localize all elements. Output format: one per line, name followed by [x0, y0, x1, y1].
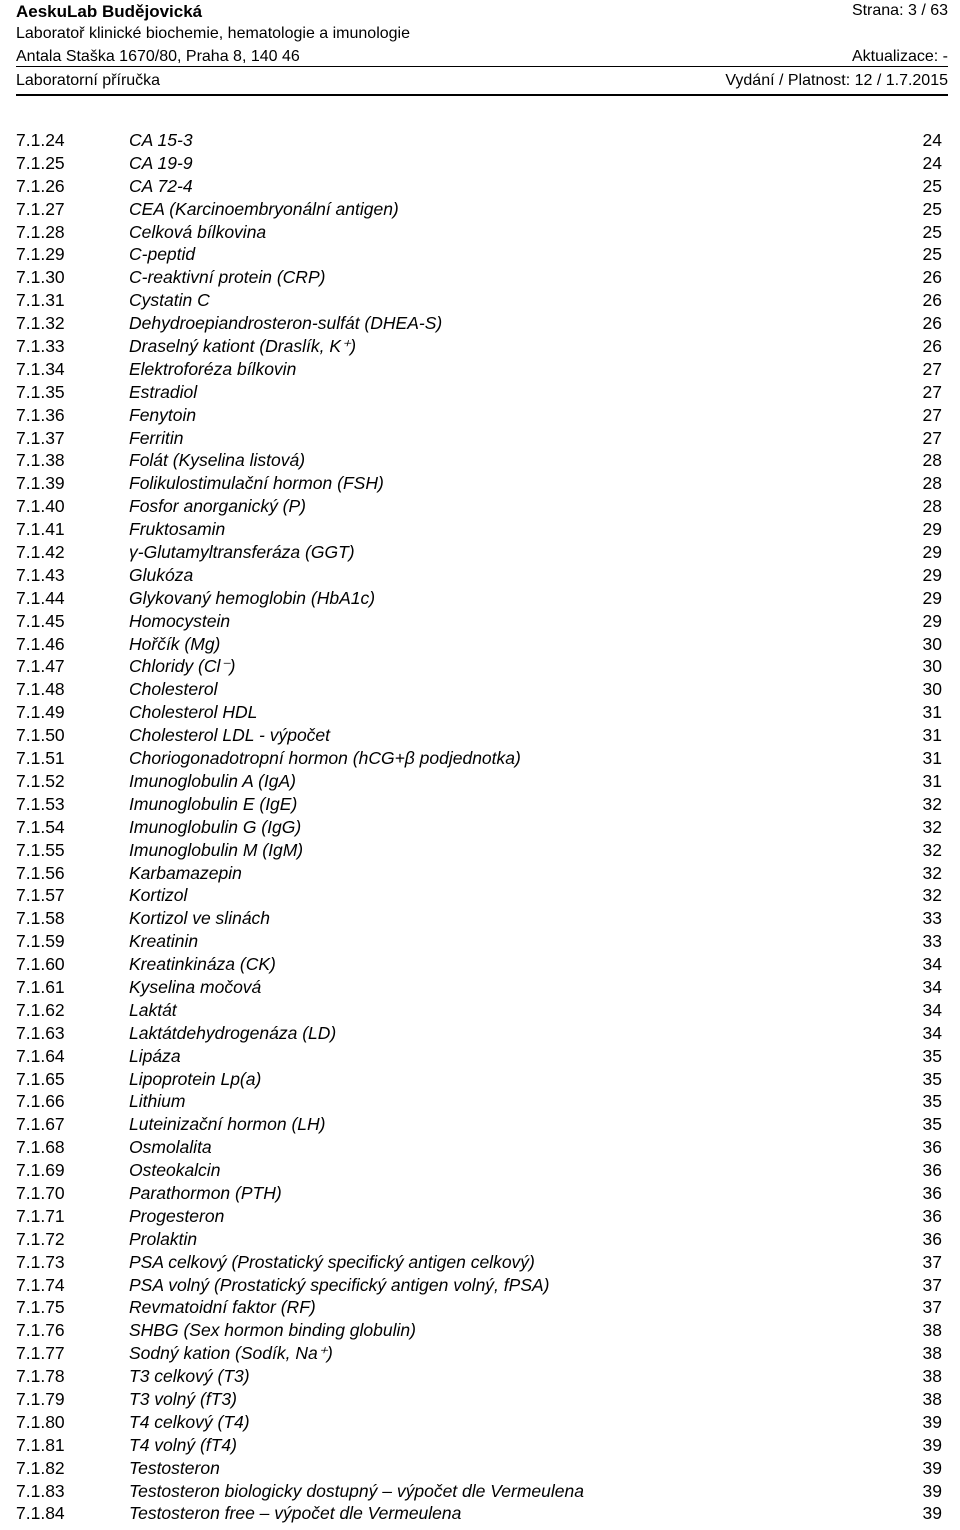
toc-entry-title: Dehydroepiandrosteron-sulfát (DHEA-S): [129, 313, 443, 334]
toc-entry-number: 7.1.84: [16, 1503, 65, 1524]
toc-entry-page: 34: [922, 976, 942, 997]
toc-entry-number: 7.1.61: [16, 976, 65, 997]
toc-entry-number: 7.1.63: [16, 1022, 65, 1043]
toc-entry-title: Imunoglobulin E (IgE): [129, 793, 298, 814]
toc-entry-number: 7.1.53: [16, 793, 65, 814]
toc-entry-number: 7.1.81: [16, 1434, 65, 1455]
toc-entry-page: 29: [922, 587, 942, 608]
toc-entry-title: T4 volný (fT4): [129, 1434, 237, 1455]
toc-entry-title: Chloridy (Cl⁻): [129, 656, 236, 677]
toc-entry-number: 7.1.40: [16, 496, 65, 517]
edition-info: Vydání / Platnost: 12 / 1.7.2015: [725, 72, 948, 89]
toc-entry-title: Progesteron: [129, 1205, 225, 1226]
toc-entry[interactable]: [16, 381, 942, 404]
toc-entry-page: 26: [922, 290, 942, 311]
toc-entry-page: 30: [922, 679, 942, 700]
toc-entry-title: C-peptid: [129, 244, 196, 265]
toc-entry-page: 35: [922, 1091, 942, 1112]
toc-entry-number: 7.1.44: [16, 587, 65, 608]
toc-entry-title: SHBG (Sex hormon binding globulin): [129, 1320, 416, 1341]
toc-entry[interactable]: [16, 1090, 942, 1113]
toc-entry-page: 34: [922, 999, 942, 1020]
document-title: Laboratorní příručka: [16, 72, 161, 89]
toc-entry-title: CA 19-9: [129, 152, 193, 173]
toc-entry-page: 27: [922, 404, 942, 425]
toc-entry-title: Laktát: [129, 999, 177, 1020]
toc-entry-title: Celková bílkovina: [129, 221, 267, 242]
toc-entry-number: 7.1.57: [16, 885, 65, 906]
toc-entry-number: 7.1.26: [16, 175, 65, 196]
toc-entry-title: Estradiol: [129, 381, 198, 402]
toc-entry-number: 7.1.54: [16, 816, 65, 837]
toc-entry-title: Glukóza: [129, 564, 194, 585]
toc-entry[interactable]: [16, 1296, 942, 1319]
toc-entry[interactable]: [16, 1068, 942, 1091]
toc-entry[interactable]: [16, 266, 942, 289]
toc-entry-page: 36: [922, 1160, 942, 1181]
toc-entry[interactable]: [16, 175, 942, 198]
toc-entry-number: 7.1.69: [16, 1160, 65, 1181]
toc-entry-page: 32: [922, 839, 942, 860]
toc-entry[interactable]: [16, 1022, 942, 1045]
toc-entry-page: 36: [922, 1182, 942, 1203]
toc-entry-title: PSA volný (Prostatický specifický antigen volný, fPSA): [129, 1274, 550, 1295]
toc-entry-number: 7.1.65: [16, 1068, 65, 1089]
toc-entry-number: 7.1.60: [16, 954, 65, 975]
toc-entry[interactable]: [16, 564, 942, 587]
toc-entry[interactable]: [16, 633, 942, 656]
toc-entry-number: 7.1.46: [16, 633, 65, 654]
toc-entry-title: Cystatin C: [129, 290, 210, 311]
toc-entry[interactable]: [16, 541, 942, 564]
toc-entry[interactable]: [16, 655, 942, 678]
toc-entry-number: 7.1.73: [16, 1251, 65, 1272]
toc-entry[interactable]: [16, 1136, 942, 1159]
toc-entry[interactable]: [16, 1457, 942, 1480]
toc-entry-number: 7.1.38: [16, 450, 65, 471]
toc-entry-number: 7.1.67: [16, 1114, 65, 1135]
toc-entry-title: Choriogonadotropní hormon (hCG+β podjednotka): [129, 748, 521, 769]
address: Antala Staška 1670/80, Praha 8, 140 46: [16, 48, 300, 65]
toc-entry[interactable]: [16, 1159, 942, 1182]
toc-entry[interactable]: [16, 1319, 942, 1342]
toc-entry-number: 7.1.45: [16, 610, 65, 631]
toc-entry-number: 7.1.78: [16, 1366, 65, 1387]
toc-entry[interactable]: [16, 152, 942, 175]
toc-entry-title: Kortizol ve slinách: [129, 908, 271, 929]
toc-entry-title: γ-Glutamyltransferáza (GGT): [129, 542, 355, 563]
toc-entry-page: 36: [922, 1137, 942, 1158]
toc-entry-page: 35: [922, 1068, 942, 1089]
toc-entry-page: 25: [922, 221, 942, 242]
toc-entry-title: Ferritin: [129, 427, 184, 448]
toc-entry-number: 7.1.34: [16, 358, 65, 379]
toc-entry-title: Kreatinkináza (CK): [129, 954, 276, 975]
toc-entry[interactable]: [16, 1205, 942, 1228]
toc-entry-number: 7.1.71: [16, 1205, 65, 1226]
toc-entry-number: 7.1.42: [16, 542, 65, 563]
toc-entry-title: Fenytoin: [129, 404, 197, 425]
toc-entry-number: 7.1.82: [16, 1457, 65, 1478]
toc-entry-page: 29: [922, 519, 942, 540]
toc-entry-number: 7.1.24: [16, 130, 65, 150]
toc-entry[interactable]: [16, 793, 942, 816]
toc-entry-page: 35: [922, 1114, 942, 1135]
toc-entry-number: 7.1.79: [16, 1388, 65, 1409]
toc-entry[interactable]: [16, 289, 942, 312]
toc-entry-number: 7.1.77: [16, 1343, 65, 1364]
toc-entry-page: 33: [922, 908, 942, 929]
toc-entry[interactable]: [16, 472, 942, 495]
toc-entry-page: 30: [922, 656, 942, 677]
toc-entry-title: Cholesterol LDL - výpočet: [129, 725, 331, 746]
toc-entry-page: 39: [922, 1411, 942, 1432]
toc-entry[interactable]: [16, 678, 942, 701]
toc-entry-page: 39: [922, 1503, 942, 1524]
toc-entry-number: 7.1.55: [16, 839, 65, 860]
toc-entry-page: 34: [922, 954, 942, 975]
toc-entry-title: Lithium: [129, 1091, 186, 1112]
toc-entry-page: 27: [922, 427, 942, 448]
header-bottom-rule: [16, 94, 948, 96]
toc-entry-number: 7.1.51: [16, 748, 65, 769]
toc-entry-page: 29: [922, 542, 942, 563]
toc-entry-title: Osmolalita: [129, 1137, 212, 1158]
toc-entry-page: 33: [922, 931, 942, 952]
toc-entry-title: Karbamazepin: [129, 862, 242, 883]
lab-name: Laboratoř klinické biochemie, hematologie a imunologie: [16, 25, 411, 42]
table-of-contents: [16, 129, 942, 1525]
toc-entry-number: 7.1.35: [16, 381, 65, 402]
toc-entry-page: 26: [922, 336, 942, 357]
toc-entry-number: 7.1.52: [16, 770, 65, 791]
toc-entry-title: Folát (Kyselina listová): [129, 450, 306, 471]
toc-entry-number: 7.1.48: [16, 679, 65, 700]
toc-entry-title: PSA celkový (Prostatický specifický antigen celkový): [129, 1251, 535, 1272]
toc-entry[interactable]: [16, 1411, 942, 1434]
org-name: AeskuLab Budějovická: [16, 2, 203, 21]
toc-entry[interactable]: [16, 610, 942, 633]
toc-entry-number: 7.1.25: [16, 152, 65, 173]
toc-entry-page: 38: [922, 1366, 942, 1387]
toc-entry-page: 39: [922, 1457, 942, 1478]
toc-entry-page: 28: [922, 496, 942, 517]
toc-entry-page: 24: [922, 152, 942, 173]
toc-entry[interactable]: [16, 129, 942, 152]
toc-entry-number: 7.1.50: [16, 725, 65, 746]
toc-entry-title: Cholesterol: [129, 679, 218, 700]
toc-entry-number: 7.1.72: [16, 1228, 65, 1249]
toc-entry[interactable]: [16, 1045, 942, 1068]
toc-entry[interactable]: [16, 1113, 942, 1136]
toc-entry-number: 7.1.66: [16, 1091, 65, 1112]
toc-entry-number: 7.1.56: [16, 862, 65, 883]
toc-entry[interactable]: [16, 404, 942, 427]
toc-entry[interactable]: [16, 1342, 942, 1365]
toc-entry-title: C-reaktivní protein (CRP): [129, 267, 326, 288]
toc-entry-title: Kortizol: [129, 885, 188, 906]
toc-entry[interactable]: [16, 976, 942, 999]
toc-entry-title: Kreatinin: [129, 931, 199, 952]
toc-entry-title: Laktátdehydrogenáza (LD): [129, 1022, 337, 1043]
page-header: [16, 0, 948, 100]
toc-entry-title: Draselný kationt (Draslík, K⁺): [129, 336, 357, 357]
toc-entry-title: Parathormon (PTH): [129, 1182, 282, 1203]
toc-entry-title: Testosteron: [129, 1457, 220, 1478]
toc-entry-page: 39: [922, 1434, 942, 1455]
toc-entry[interactable]: [16, 930, 942, 953]
toc-entry-title: Testosteron free – výpočet dle Vermeulena: [129, 1503, 462, 1524]
toc-entry-title: Glykovaný hemoglobin (HbA1c): [129, 587, 376, 608]
toc-entry[interactable]: [16, 907, 942, 930]
toc-entry-number: 7.1.36: [16, 404, 65, 425]
toc-entry-title: CEA (Karcinoembryonální antigen): [129, 198, 399, 219]
toc-entry-page: 32: [922, 793, 942, 814]
toc-entry-page: 29: [922, 564, 942, 585]
toc-entry-number: 7.1.76: [16, 1320, 65, 1341]
toc-entry-number: 7.1.62: [16, 999, 65, 1020]
toc-entry-title: Elektroforéza bílkovin: [129, 358, 297, 379]
toc-entry[interactable]: [16, 747, 942, 770]
toc-entry-title: Fruktosamin: [129, 519, 226, 540]
toc-entry-page: 29: [922, 610, 942, 631]
toc-entry-number: 7.1.68: [16, 1137, 65, 1158]
toc-entry-page: 26: [922, 267, 942, 288]
toc-entry-page: 38: [922, 1343, 942, 1364]
toc-entry-number: 7.1.75: [16, 1297, 65, 1318]
toc-entry-page: 28: [922, 450, 942, 471]
toc-entry[interactable]: [16, 312, 942, 335]
toc-entry-number: 7.1.47: [16, 656, 65, 677]
toc-entry[interactable]: [16, 701, 942, 724]
toc-entry-page: 31: [922, 770, 942, 791]
toc-entry[interactable]: [16, 770, 942, 793]
toc-entry-title: T3 volný (fT3): [129, 1388, 237, 1409]
toc-entry[interactable]: [16, 198, 942, 221]
toc-entry-title: Fosfor anorganický (P): [129, 496, 307, 517]
toc-entry-title: Luteinizační hormon (LH): [129, 1114, 326, 1135]
toc-entry-title: Hořčík (Mg): [129, 633, 221, 654]
toc-entry-number: 7.1.31: [16, 290, 65, 311]
toc-entry-number: 7.1.32: [16, 313, 65, 334]
toc-entry-title: CA 15-3: [129, 130, 193, 150]
toc-entry-title: Kyselina močová: [129, 976, 262, 997]
toc-entry-number: 7.1.43: [16, 564, 65, 585]
toc-entry-number: 7.1.70: [16, 1182, 65, 1203]
toc-entry-page: 27: [922, 358, 942, 379]
toc-entry[interactable]: [16, 816, 942, 839]
toc-entry-page: 35: [922, 1045, 942, 1066]
toc-entry[interactable]: [16, 358, 942, 381]
toc-entry-page: 31: [922, 725, 942, 746]
toc-entry-page: 37: [922, 1297, 942, 1318]
toc-entry-page: 30: [922, 633, 942, 654]
toc-entry-page: 38: [922, 1388, 942, 1409]
toc-entry-number: 7.1.29: [16, 244, 65, 265]
toc-entry-page: 31: [922, 702, 942, 723]
toc-entry-page: 25: [922, 175, 942, 196]
toc-entry[interactable]: [16, 221, 942, 244]
toc-entry-page: 25: [922, 244, 942, 265]
toc-entry-title: Imunoglobulin G (IgG): [129, 816, 302, 837]
toc-entry-page: 27: [922, 381, 942, 402]
toc-entry-page: 31: [922, 748, 942, 769]
toc-entry-title: Revmatoidní faktor (RF): [129, 1297, 316, 1318]
page-number: Strana: 3 / 63: [851, 2, 948, 19]
toc-entry[interactable]: [16, 495, 942, 518]
toc-entry[interactable]: [16, 884, 942, 907]
toc-entry[interactable]: [16, 862, 942, 885]
toc-entry[interactable]: [16, 999, 942, 1022]
toc-entry-page: 36: [922, 1205, 942, 1226]
toc-entry[interactable]: [16, 243, 942, 266]
toc-entry-title: T3 celkový (T3): [129, 1366, 250, 1387]
toc-entry[interactable]: [16, 724, 942, 747]
toc-entry[interactable]: [16, 1434, 942, 1457]
toc-entry-title: Lipoprotein Lp(a): [129, 1068, 262, 1089]
toc-entry-number: 7.1.64: [16, 1045, 65, 1066]
toc-entry-number: 7.1.41: [16, 519, 65, 540]
toc-entry[interactable]: [16, 427, 942, 450]
toc-entry[interactable]: [16, 1480, 942, 1503]
toc-entry-number: 7.1.27: [16, 198, 65, 219]
toc-entry-page: 37: [922, 1274, 942, 1295]
toc-entry-number: 7.1.37: [16, 427, 65, 448]
toc-entry-number: 7.1.80: [16, 1411, 65, 1432]
toc-entry[interactable]: [16, 518, 942, 541]
toc-entry-title: Lipáza: [129, 1045, 181, 1066]
toc-entry-title: Folikulostimulační hormon (FSH): [129, 473, 384, 494]
toc-entry-page: 24: [922, 130, 942, 150]
toc-entry-page: 39: [922, 1480, 942, 1501]
toc-entry-number: 7.1.59: [16, 931, 65, 952]
toc-entry-page: 28: [922, 473, 942, 494]
toc-entry-title: Imunoglobulin M (IgM): [129, 839, 304, 860]
header-divider: [16, 66, 948, 67]
toc-entry-title: Osteokalcin: [129, 1160, 221, 1181]
toc-entry[interactable]: [16, 953, 942, 976]
toc-entry-page: 32: [922, 816, 942, 837]
toc-entry-page: 32: [922, 862, 942, 883]
toc-entry-number: 7.1.39: [16, 473, 65, 494]
toc-entry[interactable]: [16, 449, 942, 472]
toc-entry-title: Prolaktin: [129, 1228, 198, 1249]
toc-entry-title: Sodný kation (Sodík, Na⁺): [129, 1343, 333, 1364]
toc-entry-number: 7.1.58: [16, 908, 65, 929]
toc-entry[interactable]: [16, 839, 942, 862]
toc-entry-page: 36: [922, 1228, 942, 1249]
toc-entry-page: 37: [922, 1251, 942, 1272]
toc-entry-title: Homocystein: [129, 610, 231, 631]
toc-entry[interactable]: [16, 335, 942, 358]
toc-entry[interactable]: [16, 1502, 942, 1525]
toc-entry-number: 7.1.83: [16, 1480, 65, 1501]
toc-entry-page: 32: [922, 885, 942, 906]
update-status: Aktualizace: -: [851, 48, 948, 65]
toc-entry-title: CA 72-4: [129, 175, 193, 196]
toc-entry[interactable]: [16, 587, 942, 610]
toc-entry-number: 7.1.49: [16, 702, 65, 723]
toc-entry[interactable]: [16, 1388, 942, 1411]
toc-entry[interactable]: [16, 1274, 942, 1297]
toc-entry-page: 38: [922, 1320, 942, 1341]
toc-entry-title: Imunoglobulin A (IgA): [129, 770, 296, 791]
toc-entry-page: 26: [922, 313, 942, 334]
toc-entry[interactable]: [16, 1182, 942, 1205]
toc-entry-number: 7.1.28: [16, 221, 65, 242]
toc-entry-number: 7.1.33: [16, 336, 65, 357]
toc-entry[interactable]: [16, 1251, 942, 1274]
toc-entry-number: 7.1.30: [16, 267, 65, 288]
toc-entry-title: Testosteron biologicky dostupný – výpočet dle Vermeulena: [129, 1480, 584, 1501]
toc-entry-title: T4 celkový (T4): [129, 1411, 250, 1432]
toc-entry[interactable]: [16, 1365, 942, 1388]
toc-entry-number: 7.1.74: [16, 1274, 65, 1295]
toc-entry-title: Cholesterol HDL: [129, 702, 258, 723]
toc-entry[interactable]: [16, 1228, 942, 1251]
toc-entry-page: 25: [922, 198, 942, 219]
toc-entry-page: 34: [922, 1022, 942, 1043]
